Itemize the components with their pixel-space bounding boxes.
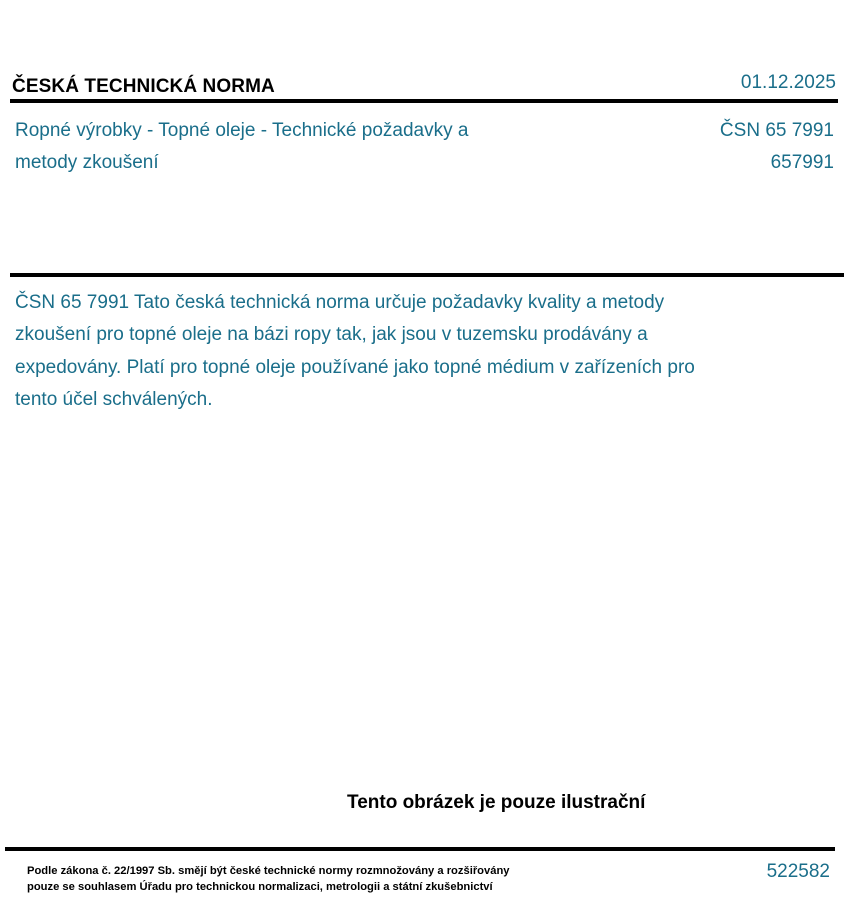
standard-class-number: 657991 — [770, 152, 834, 173]
header-divider — [10, 99, 838, 103]
legal-notice-line-1: Podle zákona č. 22/1997 Sb. smějí být české technické normy rozmnožovány a rozšiřovány — [27, 865, 510, 877]
legal-notice-line-2: pouze se souhlasem Úřadu pro technickou normalizaci, metrologii a státní zkušebnictví — [27, 880, 493, 893]
publication-date: 01.12.2025 — [740, 72, 836, 93]
standard-identifiers — [720, 115, 834, 179]
norm-header-title: ČESKÁ TECHNICKÁ NORMA — [12, 76, 275, 97]
standard-title: Ropné výrobky - Topné oleje - Technické požadavky a metody zkoušení — [15, 120, 469, 173]
section-divider — [10, 273, 844, 277]
footer-divider — [5, 847, 835, 851]
standard-abstract: ČSN 65 7991 Tato česká technická norma určuje požadavky kvality a metody zkoušení pro topné oleje na bázi ropy tak, jak jsou v tuzemsku prodávány a expedovány. Platí pro topné oleje používané jako topné médium v zařízeních pro tento účel schválených. — [15, 292, 695, 410]
illustration-note: Tento obrázek je pouze ilustrační — [347, 792, 646, 813]
standard-designation: ČSN 65 7991 — [719, 120, 834, 141]
legal-notice — [27, 864, 587, 895]
document-number: 522582 — [766, 861, 830, 882]
